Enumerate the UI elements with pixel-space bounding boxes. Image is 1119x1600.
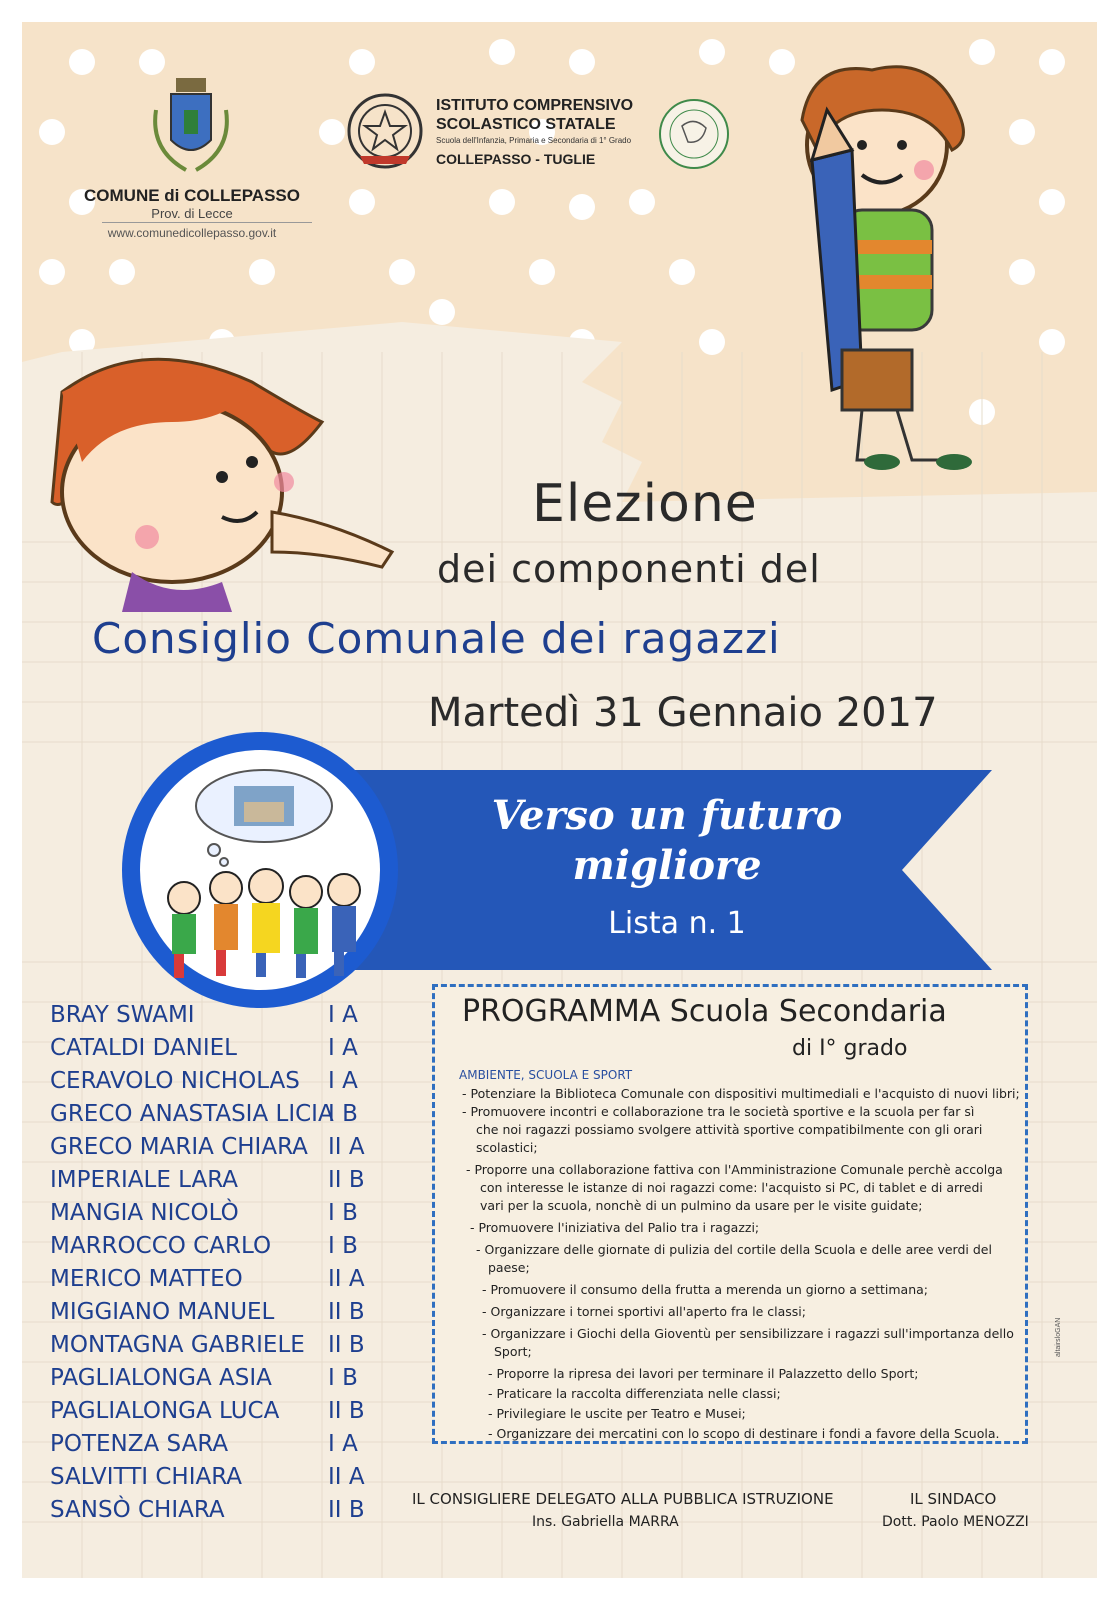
candidate-row [50,1299,390,1332]
programma-item: vari per la scuola, nonchè di un pulmino da usare per le visite guidate; [480,1198,923,1213]
signature-right-name: Dott. Paolo MENOZZI [882,1514,1029,1530]
candidate-class: II A [328,1134,365,1160]
candidate-class: I A [328,1002,358,1028]
candidate-class: II A [328,1266,365,1292]
istituto-subtitle: Scuola dell'Infanzia, Primaria e Secondaria di 1° Grado [436,136,632,145]
candidate-row [50,1464,390,1497]
candidate-class: II B [328,1299,365,1325]
candidate-name: MARROCCO CARLO [50,1233,272,1259]
candidate-row [50,1134,390,1167]
lista-number: Lista n. 1 [608,906,746,941]
programma-subtitle: di I° grado [792,1036,908,1061]
istituto-city: COLLEPASSO - TUGLIE [436,151,596,167]
programma-item: che noi ragazzi possiamo svolgere attività sportive compatibilmente con gli orari [476,1122,983,1137]
candidate-name: PAGLIALONGA LUCA [50,1398,280,1424]
programma-item: - Promuovere il consumo della frutta a merenda un giorno a settimana; [482,1282,928,1297]
programma-item: - Proporre una collaborazione fattiva con l'Amministrazione Comunale perchè accolga [466,1162,1003,1177]
slogan-line1: Verso un futuro [491,792,843,839]
programma-item: paese; [488,1260,530,1275]
candidate-name: MIGGIANO MANUEL [50,1299,275,1325]
comune-website-link[interactable]: www.comunedicollepasso.gov.it [107,226,277,240]
candidate-class: I B [328,1101,358,1127]
programma-item: - Organizzare dei mercatini con lo scopo di destinare i fondi a favore della Scuola. [488,1426,1000,1441]
credit-text: altairsloGAN [1055,1317,1062,1357]
candidate-row [50,1332,390,1365]
candidate-name: SANSÒ CHIARA [50,1497,225,1523]
candidate-name: MERICO MATTEO [50,1266,243,1292]
candidate-class: II B [328,1167,365,1193]
candidate-name: POTENZA SARA [50,1431,229,1457]
candidate-class: II B [328,1398,365,1424]
candidate-class: I B [328,1233,358,1259]
election-date: Martedì 31 Gennaio 2017 [428,690,938,736]
candidate-name: IMPERIALE LARA [50,1167,239,1193]
candidate-row [50,1365,390,1398]
programma-item: - Privilegiare le uscite per Teatro e Musei; [488,1406,746,1421]
title-elezione: Elezione [532,474,758,534]
candidate-name: SALVITTI CHIARA [50,1464,243,1490]
signature-right-role: IL SINDACO [910,1490,997,1508]
candidate-row [50,1167,390,1200]
programma-item: con interesse le istanze di noi ragazzi come: l'acquisto si PC, di tablet e di arredi [480,1180,983,1195]
candidate-name: MANGIA NICOLÒ [50,1200,239,1226]
poster [22,22,1097,1578]
programma-item: - Promuovere incontri e collaborazione tra le società sportive e la scuola per far sì [462,1104,975,1119]
candidate-class: I A [328,1068,358,1094]
candidate-class: I B [328,1200,358,1226]
istituto-title-line1: ISTITUTO COMPRENSIVO [436,97,634,114]
candidate-name: PAGLIALONGA ASIA [50,1365,272,1391]
candidate-name: CATALDI DANIEL [50,1035,237,1061]
candidate-row [50,1431,390,1464]
candidate-name: MONTAGNA GABRIELE [50,1332,305,1358]
candidate-class: II B [328,1332,365,1358]
title-componenti: dei componenti del [437,547,821,591]
candidate-name: BRAY SWAMI [50,1002,195,1028]
programma-item: - Organizzare i tornei sportivi all'aperto fra le classi; [482,1304,806,1319]
programma-item: Sport; [494,1344,532,1359]
programma-item: - Proporre la ripresa dei lavori per terminare il Palazzetto dello Sport; [488,1366,919,1381]
programma-item: - Praticare la raccolta differenziata nelle classi; [488,1386,781,1401]
programma-item: - Promuovere l'iniziativa del Palio tra i ragazzi; [470,1220,760,1235]
candidate-row [50,1200,390,1233]
title-consiglio: Consiglio Comunale dei ragazzi [92,614,781,663]
programma-item: scolastici; [476,1140,538,1155]
candidate-row [50,1101,390,1134]
slogan-line2: migliore [572,842,762,889]
candidate-name: GRECO MARIA CHIARA [50,1134,308,1160]
comune-name: COMUNE di COLLEPASSO [84,186,300,205]
programma-heading: AMBIENTE, SCUOLA E SPORT [459,1068,633,1082]
candidate-class: II B [328,1497,365,1523]
candidate-row [50,1233,390,1266]
candidate-row [50,1398,390,1431]
candidate-row [50,1035,390,1068]
programma-item: - Organizzare delle giornate di pulizia del cortile della Scuola e delle aree verdi del [476,1242,992,1257]
candidate-row [50,1266,390,1299]
candidate-row [50,1497,390,1530]
istituto-title-line2: SCOLASTICO STATALE [436,116,616,133]
candidate-name: CERAVOLO NICHOLAS [50,1068,300,1094]
lista-logo-children-icon [144,758,378,988]
candidate-class: I A [328,1431,358,1457]
candidate-row [50,1002,390,1035]
candidate-class: I B [328,1365,358,1391]
signature-left-name: Ins. Gabriella MARRA [532,1514,679,1530]
signature-left-role: IL CONSIGLIERE DELEGATO ALLA PUBBLICA ISTRUZIONE [412,1490,834,1508]
candidate-class: II A [328,1464,365,1490]
candidate-row [50,1068,390,1101]
candidate-name: GRECO ANASTASIA LICIA [50,1101,334,1127]
programma-title: PROGRAMMA Scuola Secondaria [462,994,947,1029]
programma-item: - Potenziare la Biblioteca Comunale con dispositivi multimediali e l'acquisto di nuovi libri; [462,1086,1020,1101]
comune-province: Prov. di Lecce [151,206,233,221]
candidate-class: I A [328,1035,358,1061]
programma-item: - Organizzare i Giochi della Gioventù per sensibilizzare i ragazzi sull'importanza dello [482,1326,1014,1341]
